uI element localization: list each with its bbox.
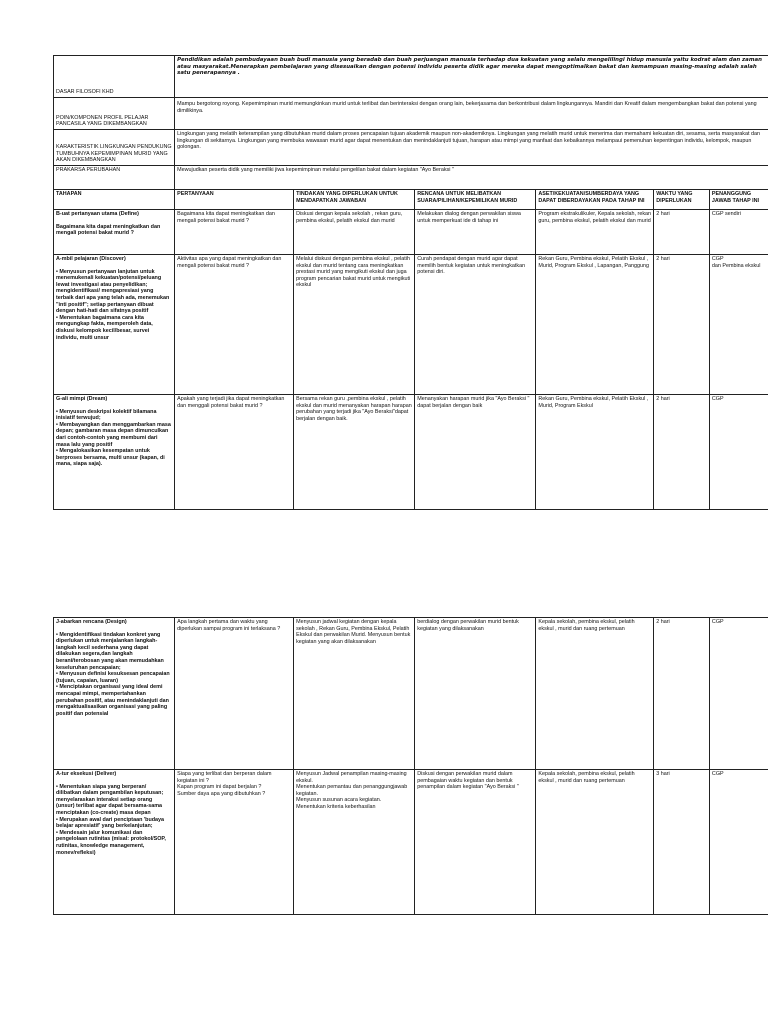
stage-description: Bagaimana kita dapat meningkatkan dan mengali potensi bakat murid ? <box>56 223 161 237</box>
pertanyaan-cell: Siapa yang terlibat dan berperan dalam kegiatan ini ? Kapan program ini dapat berjalan ? Sumber daya apa yang dibutuhkan ? <box>175 770 294 915</box>
plan-table-page-1 <box>53 55 768 510</box>
aset-cell: Rekan Guru, Pembina ekskul, Pelatih Ekskul , Murid, Program Ekskul <box>536 395 654 510</box>
table-row <box>54 395 768 510</box>
stage-cell <box>54 395 175 510</box>
column-header-row <box>54 190 768 210</box>
stage-description: • Menyusun pertanyaan lanjutan untuk menemukenali kekuatan/potensi/peluang lewat investigasi atau penyelidikan; mengidentifikasi/ mengapresiasi yang terbaik dari apa yang telah ada, menemukan "inti positif"; setiap pertanyaan dibuat dengan hati-hati dan sifatnya positif • Menentukan bagaimana cara kita mengungkap fakta, memperoleh data, diskusi kelompok kecil/besar, survei individu, multi unsur <box>56 268 170 341</box>
header-tahapan: TAHAPAN <box>54 190 175 210</box>
stage-cell <box>54 255 175 395</box>
rencana-cell: Curah pendapat dengan murid agar dapat memilih bentuk kegiatan untuk meningkatkan potensi diri. <box>415 255 536 395</box>
stage-description: • Menentukan siapa yang berperan/ dilibatkan dalam pengambilan keputusan; menyelaraskan interaksi setiap orang (unsur) terlibat agar dapat bersama-sama menciptakan (co-create) masa depan • Merupakan awal dari penciptaan 'budaya belajar apresiatif' yang berkelanjutan; • Mendesain jalur komunikasi dan pengelolaan rutinitas (misal: protokol/SOP, rutinitas, knowledge management, monev/refleksi) <box>56 783 166 856</box>
stage-title: J-abarkan rencana (Design) <box>56 619 127 625</box>
header-aset: ASET/KEKUATAN/SUMBERDAYA YANG DAPAT DIBERDAYAKAN PADA TAHAP INI <box>536 190 654 210</box>
prakarsa-row <box>54 166 768 190</box>
prakarsa-text: Mewujudkan peserta didik yang memiliki jiwa kepemimpinan melalui pengelilan bakat dalam kegiatan "Ayo Beraksi " <box>175 166 768 190</box>
stage-description: • Mengidentifikasi tindakan konkret yang diperlukan untuk menjalankan langkah-langkah kecil sederhana yang dapat dilakukan segera,dan langkah berani/terobosan yang akan memudahkan keseluruhan pencapaian; • Menyusun definisi kesuksesan pencapaian (tujuan, capaian, luaran) • Menciptakan organisasi yang ideal demi mencapai mimpi, mempertahankan perubahan positif, atau menindaklanjuti dan mengaktualisasikan organisasi yang paling positif dan potensial <box>56 631 170 717</box>
profil-row <box>54 98 768 130</box>
filosofi-text: Pendidikan adalah pembudayaan buah budi manusia yang beradab dan buah perjuangan manusia terhadap dua kekuatan yang selalu mengelilingi hidup manusia yaitu kodrat alam dan zaman atau masyarakat.Menerapkan pembelajaran yang disesuaikan dengan potensi individu peserta didik agar mereka dapat mengoptimalkan bakat dan kemampuan masing-masing adalah salah satu penerapannya . <box>175 56 768 98</box>
waktu-cell: 2 hari <box>654 395 710 510</box>
pj-cell: CGP <box>709 395 768 510</box>
aset-cell: Program ekstrakulikuler, Kepala sekolah, rekan guru, pembina ekskul, pelatih ekskul dan murid <box>536 210 654 255</box>
plan-table-page-2 <box>53 617 768 915</box>
stage-title: B-uat pertanyaan utama (Define) <box>56 211 139 217</box>
stage-cell <box>54 770 175 915</box>
waktu-cell: 2 hari <box>654 210 710 255</box>
pj-cell: CGP sendiri <box>709 210 768 255</box>
header-pertanyaan: PERTANYAAN <box>175 190 294 210</box>
tindakan-cell: Bersama rekan guru ,pembina ekskul , pelatih ekskul dan murid menanyakan harapan harapan perubahan yang terjadi jika "Ayo Beraksi"dapat berjalan dengan baik. <box>294 395 415 510</box>
header-tindakan: TINDAKAN YANG DIPERLUKAN UNTUK MENDAPATKAN JAWABAN <box>294 190 415 210</box>
header-waktu: WAKTU YANG DIPERLUKAN <box>654 190 710 210</box>
pj-cell: CGP <box>709 618 768 770</box>
tindakan-cell: Diskusi dengan kepala sekolah , rekan guru, pembina ekskul, pelatih ekskul dan murid <box>294 210 415 255</box>
stage-cell <box>54 618 175 770</box>
pertanyaan-cell: Aktivitas apa yang dapat meningkatkan dan mengali potensi bakat murid ? <box>175 255 294 395</box>
profil-text: Mampu bergotong royong. Kepemimpinan murid memungkinkan murid untuk terlibat dan berinteraksi dengan orang lain, bekerjasama dan berkontribusi dalam lingkungannya. Mandiri dan Kreatif dalam mengembangkan bakat dan potensi yang dimilikinya. <box>175 98 768 130</box>
table-row <box>54 255 768 395</box>
stage-cell <box>54 210 175 255</box>
rencana-cell: Diskusi dengan perwakilan murid dalam pembagaian waktu kegiatan dan bentuk penampilan dalam kegiatan "Ayo Beraksi " <box>415 770 536 915</box>
tindakan-cell: Menyusun Jadwal penampilan masing-masing ekskul. Menentukan pemantau dan penanggungjawab kegiatan. Menyusun susunan acara kegiatan. Menentukan kriteria keberhasilan <box>294 770 415 915</box>
waktu-cell: 2 hari <box>654 618 710 770</box>
waktu-cell: 2 hari <box>654 255 710 395</box>
stage-description: • Menyusun deskripsi kolektif bilamana inisiatif terwujud; • Membayangkan dan menggambarkan masa depan; gambaran masa depan dimunculkan dari contoh-contoh yang membumi dari masa lalu yang positif • Mengalokasikan kesempatan untuk berproses bersama, multi unsur (kapan, di mana, siapa saja). <box>56 408 171 468</box>
waktu-cell: 3 hari <box>654 770 710 915</box>
aset-cell: Kepala sekolah, pembina ekskul, pelatih ekskul , murid dan ruang pertemuan <box>536 618 654 770</box>
header-rencana: RENCANA UNTUK MELIBATKAN SUARA/PILIHAN/KEPEMILIKAN MURID <box>415 190 536 210</box>
aset-cell: Rekan Guru, Pembina ekskul, Pelatih Ekskul , Murid, Program Ekskul , Lapangan, Panggung <box>536 255 654 395</box>
pj-cell: CGP <box>709 770 768 915</box>
table-row <box>54 618 768 770</box>
table-row <box>54 770 768 915</box>
header-pj: PENANGGUNG JAWAB TAHAP INI <box>709 190 768 210</box>
pertanyaan-cell: Bagaimana kita dapat meningkatkan dan mengali potensi bakat murid ? <box>175 210 294 255</box>
pj-cell: CGP dan Pembina ekskul <box>709 255 768 395</box>
tindakan-cell: Melalui diskusi dengan pembina ekskul , pelatih ekskul dan murid tentang cara meningkatkan prestasi murid yang mengikuti ekskul dan juga program pencarian bakat murid untuk mengikuti ekskul <box>294 255 415 395</box>
filosofi-row <box>54 56 768 98</box>
tindakan-cell: Menyusun jadwal kegiatan dengan kepala sekolah , Rekan Guru, Pembina Ekskul, Pelatih Ekskul dan perwakilan Murid. Menyusun bentuk kegiatan yang akan dilaksanakan <box>294 618 415 770</box>
karakteristik-row <box>54 130 768 166</box>
aset-cell: Kepala sekolah, pembina ekskul, pelatih ekskul , murid dan ruang pertemuan <box>536 770 654 915</box>
pertanyaan-cell: Apa langkah pertama dan waktu yang diperlukan sampai program ini terlaksana ? <box>175 618 294 770</box>
table-row <box>54 210 768 255</box>
rencana-cell: Melakukan dialog dengan perwakilan siswa untuk memperkuat ide di tahap ini <box>415 210 536 255</box>
karakteristik-label: KARAKTERISTIK LINGKUNGAN PENDUKUNG TUMBUHNYA KEPEMIMPINAN MURID YANG AKAN DIKEMBANGKAN <box>54 130 175 166</box>
rencana-cell: berdialog dengan perwakilan murid bentuk kegiatan yang dilaksanakan <box>415 618 536 770</box>
rencana-cell: Menanyakan harapan murid jika "Ayo Beraksi " dapat berjalan dengan baik <box>415 395 536 510</box>
filosofi-label: DASAR FILOSOFI KHD <box>54 56 175 98</box>
profil-label: POIN/KOMPONEN PROFIL PELAJAR PANCASILA YANG DIKEMBANGKAN <box>54 98 175 130</box>
prakarsa-label: PRAKARSA PERUBAHAN <box>54 166 175 190</box>
stage-title: A-tur eksekusi (Deliver) <box>56 771 117 777</box>
karakteristik-text: Lingkungan yang melatih keterampilan yang dibutuhkan murid dalam proses pencapaian tujuan akademik maupun non-akademiknya. Lingkungan yang melatih murid untuk menerima dan memahami kekuatan diri, sesama, serta masyarakat dan lingkungan di sekitarnya. Lingkungan yang membuka wawasan murid agar dapat menentukan dan menindaklanjuti tujuan, harapan atau mimpi yang manfaat dan kebaikannya melampaui pemenuhan kepentingan individu, kelompok, maupun golongan. <box>175 130 768 166</box>
stage-title: G-ali mimpi (Dream) <box>56 396 108 402</box>
stage-title: A-mbil pelajaran (Discover) <box>56 256 126 262</box>
pertanyaan-cell: Apakah yang terjadi jika dapat meningkatkan dan menggali potensi bakat murid ? <box>175 395 294 510</box>
